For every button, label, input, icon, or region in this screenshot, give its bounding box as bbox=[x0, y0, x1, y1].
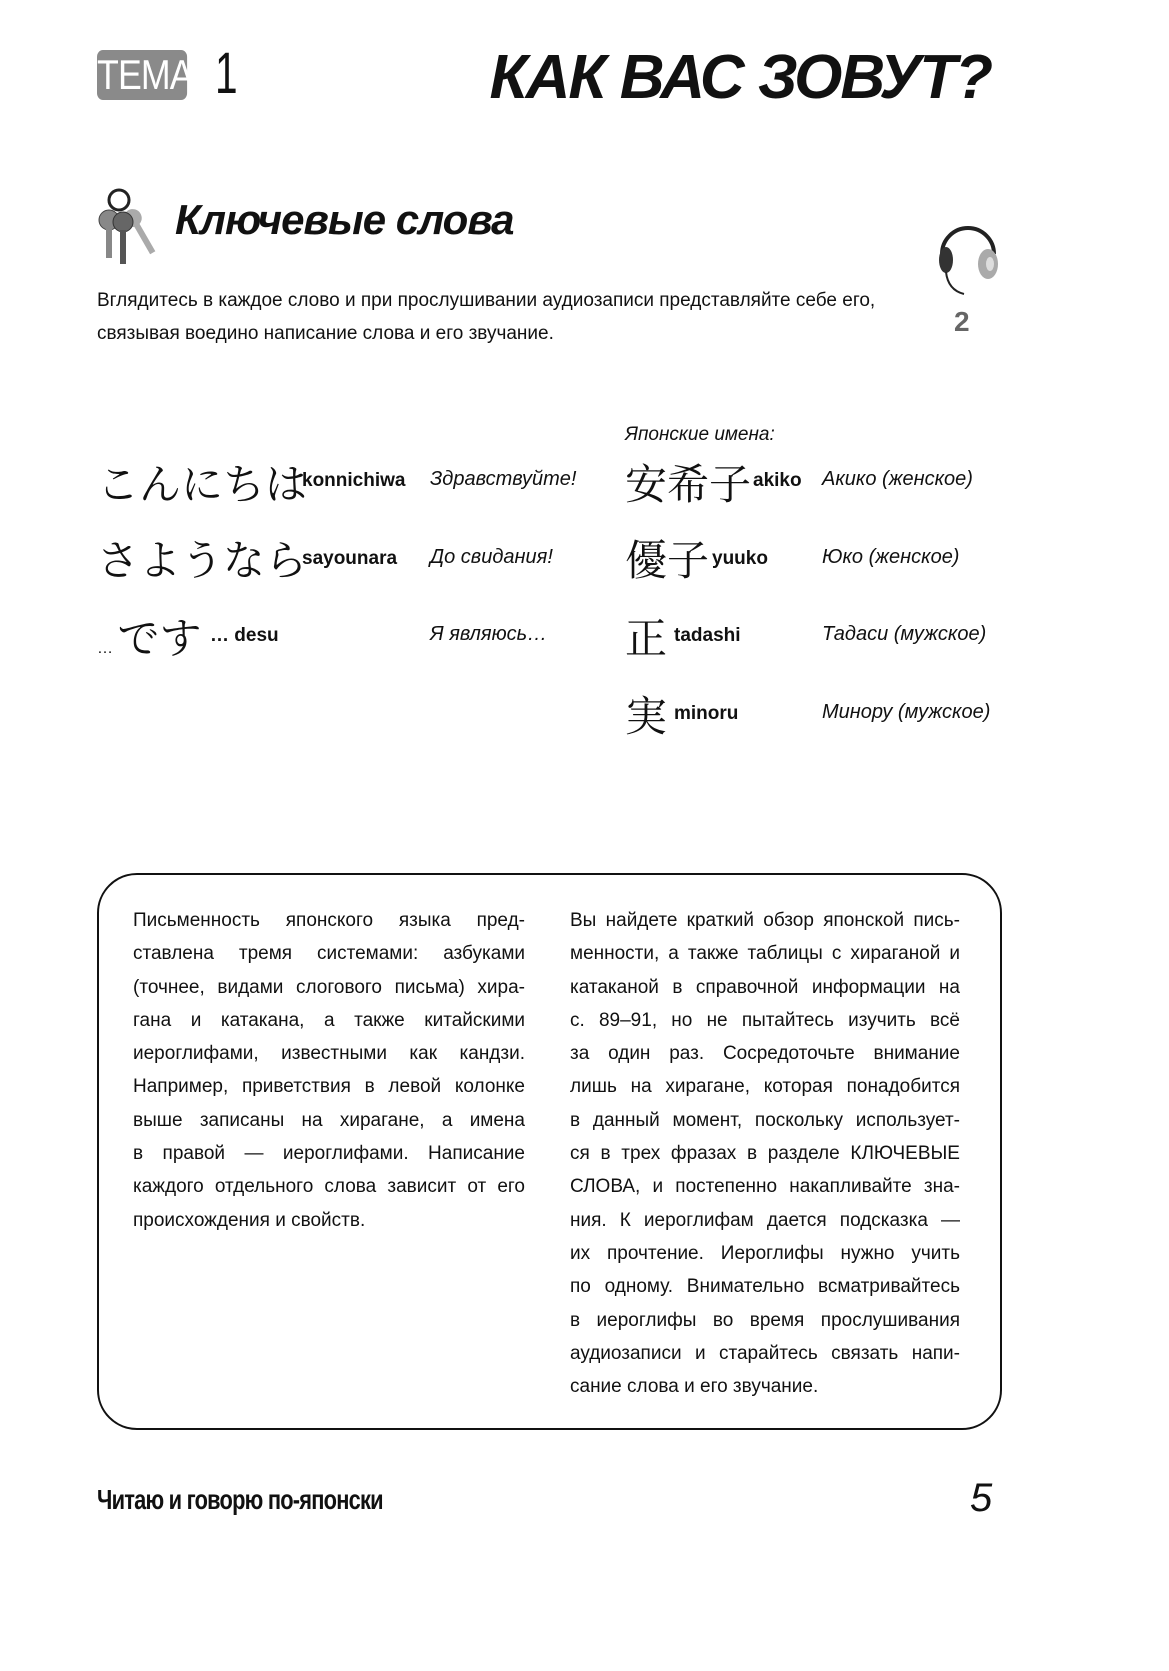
tema-number: 1 bbox=[215, 41, 238, 106]
section-title: Ключевые слова bbox=[175, 196, 514, 243]
phrase-romaji: sayounara bbox=[302, 548, 398, 569]
paragraph-line: за один раз. Сосредоточьте внимание bbox=[570, 1043, 960, 1065]
paragraph-line: в данный момент, поскольку использует- bbox=[570, 1109, 960, 1131]
phrase-jp: さようなら bbox=[97, 536, 308, 585]
page-title: КАК ВАС ЗОВУТ? bbox=[489, 43, 991, 112]
tema-badge: ТЕМА bbox=[97, 51, 193, 98]
phrase-translation: Я являюсь… bbox=[430, 623, 548, 645]
paragraph-line: менности, а также таблицы с хираганой и bbox=[570, 943, 960, 965]
book-title: Читаю и говорю по-японски bbox=[97, 1484, 383, 1515]
name-jp: 優子 bbox=[625, 536, 710, 585]
paragraph-line: их прочтение. Иероглифы нужно учить bbox=[570, 1242, 960, 1264]
paragraph-line: (точнее, видами слогового письма) хира- bbox=[133, 976, 525, 998]
name-romaji: minoru bbox=[674, 703, 739, 724]
paragraph-line: гана и катакана, а также китайскими bbox=[133, 1009, 525, 1031]
paragraph-line: каждого отдельного слова зависит от его bbox=[133, 1176, 525, 1198]
phrase-translation: До свидания! bbox=[430, 546, 553, 568]
name-translation: Минору (мужское) bbox=[822, 701, 991, 723]
name-translation: Тадаси (мужское) bbox=[822, 623, 987, 645]
name-romaji: akiko bbox=[753, 470, 802, 491]
info-box-right-column bbox=[570, 904, 960, 1403]
name-romaji: yuuko bbox=[712, 548, 768, 569]
names-label: Японские имена: bbox=[625, 424, 775, 445]
name-jp: 実 bbox=[625, 692, 668, 741]
intro-text: Вглядитесь в каждое слово и при прослушивании аудиозаписи представляйте себе его, связывая воедино написание слова и его звучание. bbox=[97, 290, 876, 344]
phrase-jp: こんにちは bbox=[97, 460, 308, 509]
paragraph-line: ния. К иероглифам дается подсказка — bbox=[570, 1209, 960, 1231]
paragraph-line: ставлена тремя системами: азбуками bbox=[133, 943, 525, 965]
paragraph-line: в иероглифы во время прослушивания bbox=[570, 1309, 960, 1331]
paragraph-line: в правой — иероглифами. Написание bbox=[133, 1143, 525, 1165]
paragraph-line: с. 89–91, но не пытайтесь изучить всё bbox=[570, 1009, 960, 1031]
name-translation: Акико (женское) bbox=[822, 468, 973, 490]
name-translation: Юко (женское) bbox=[822, 546, 960, 568]
paragraph-line: аудиозаписи и старайтесь связать напи- bbox=[570, 1342, 960, 1364]
keys-icon bbox=[95, 186, 165, 266]
paragraph-line: происхождения и свойств. bbox=[133, 1209, 366, 1231]
paragraph-line: СЛОВА, и постепенно накапливайте зна- bbox=[570, 1176, 960, 1198]
paragraph-line: сание слова и его звучание. bbox=[570, 1376, 819, 1398]
paragraph-line: лишь на хирагане, которая понадобится bbox=[570, 1076, 960, 1098]
name-jp: 安希子 bbox=[625, 460, 752, 509]
headphones-icon[interactable] bbox=[934, 212, 1000, 302]
paragraph-line: иероглифами, известными как кандзи. bbox=[133, 1043, 525, 1065]
page-number: 5 bbox=[970, 1476, 993, 1520]
paragraph-line: выше записаны на хирагане, а имена bbox=[133, 1109, 525, 1131]
name-romaji: tadashi bbox=[674, 625, 741, 646]
paragraph-line: катаканой в справочной информации на bbox=[570, 976, 960, 998]
paragraph-line: Письменность японского языка пред- bbox=[133, 910, 525, 931]
name-jp: 正 bbox=[625, 614, 668, 663]
phrase-translation: Здравствуйте! bbox=[430, 468, 577, 490]
phrase-romaji: konnichiwa bbox=[302, 470, 406, 491]
audio-track-number: 2 bbox=[954, 306, 970, 337]
info-box-left-column bbox=[133, 904, 525, 1237]
phrase-romaji: … desu bbox=[210, 625, 279, 646]
paragraph-line: Например, приветствия в левой колонке bbox=[133, 1076, 525, 1098]
paragraph-line: ся в трех фразах в разделе КЛЮЧЕВЫЕ bbox=[570, 1143, 960, 1165]
phrase-jp: … です bbox=[97, 614, 202, 663]
paragraph-line: по одному. Внимательно всматривайтесь bbox=[570, 1276, 960, 1298]
paragraph-line: Вы найдете краткий обзор японской пись- bbox=[570, 910, 960, 931]
